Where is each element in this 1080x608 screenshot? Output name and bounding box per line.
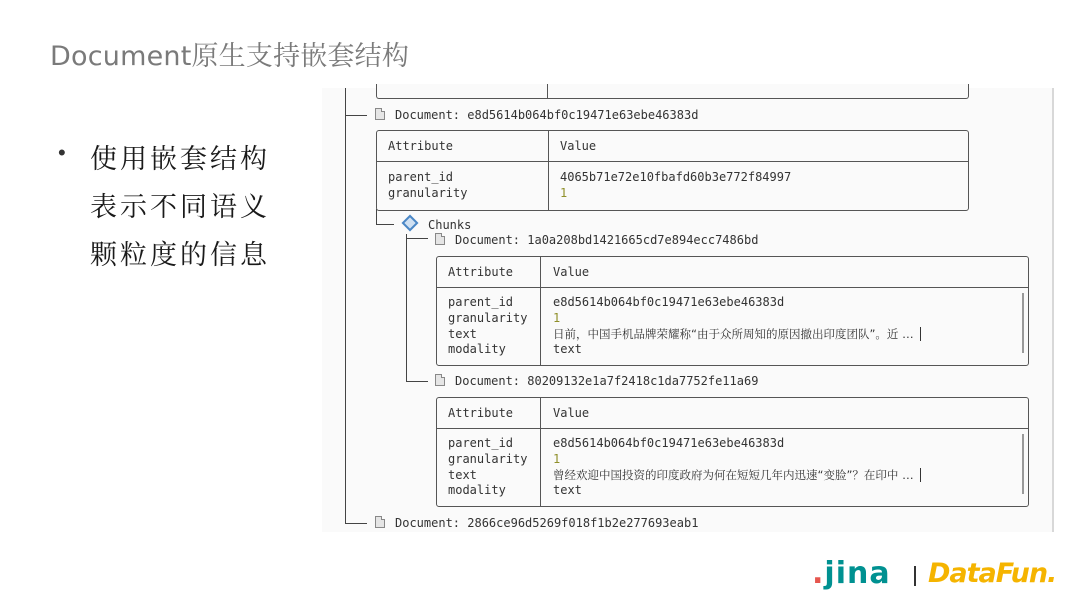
chunks-label: Chunks xyxy=(428,218,472,232)
tree-line-root xyxy=(345,88,346,523)
tree-branch-chunks xyxy=(376,224,394,225)
chunks-icon xyxy=(402,215,419,232)
document-node-last[interactable] xyxy=(375,516,698,530)
file-icon xyxy=(435,374,445,386)
header-attribute: Attribute xyxy=(448,406,514,420)
document-node-chunk-2[interactable] xyxy=(435,374,758,388)
attr-key: parent_id xyxy=(448,295,514,309)
tree-branch-1 xyxy=(345,115,367,116)
logo-separator xyxy=(914,566,916,586)
file-icon xyxy=(375,516,385,528)
attr-key: granularity xyxy=(388,185,468,200)
table-header xyxy=(377,131,968,162)
attr-key: granularity xyxy=(448,310,528,325)
attr-key: text xyxy=(448,467,477,482)
attr-key: parent_id xyxy=(388,170,454,184)
attr-value: text xyxy=(553,342,582,357)
tree-branch-chunk1 xyxy=(406,238,428,239)
file-icon xyxy=(375,108,385,120)
document-node-chunk-1[interactable] xyxy=(435,233,758,247)
scrollbar[interactable] xyxy=(1022,434,1024,494)
tree-line-chunk-children xyxy=(406,234,407,381)
table-header xyxy=(437,398,1028,429)
scrollbar[interactable] xyxy=(1022,293,1024,353)
document-tree-panel xyxy=(322,88,1052,532)
attr-key: modality xyxy=(448,342,506,357)
datafun-logo: DataFun. xyxy=(928,558,1057,589)
bullet-text xyxy=(90,136,310,280)
attr-value: e8d5614b064bf0c19471e63ebe46383d xyxy=(553,295,785,309)
attr-key: parent_id xyxy=(448,436,514,450)
bullet-line-1: 使用嵌套结构 xyxy=(90,144,270,175)
tree-line-chunks xyxy=(376,209,377,224)
table-header xyxy=(437,257,1028,288)
document-node-parent[interactable] xyxy=(375,108,698,122)
attr-key: modality xyxy=(448,483,506,498)
jina-logo: .jina xyxy=(812,556,891,591)
tree-branch-last xyxy=(345,523,367,524)
bullet-dot: • xyxy=(58,140,66,165)
header-attribute: Attribute xyxy=(388,139,454,153)
attr-value: 4065b71e72e10fbafd60b3e772f84997 xyxy=(560,170,792,184)
document-label: Document: e8d5614b064bf0c19471e63ebe46383d xyxy=(395,108,699,122)
attribute-table-parent xyxy=(376,130,969,211)
file-icon xyxy=(435,233,445,245)
header-value: Value xyxy=(560,139,597,153)
header-value: Value xyxy=(553,265,590,279)
attr-value: text xyxy=(553,483,582,498)
attr-value: 1 xyxy=(560,185,568,200)
document-label: Document: 2866ce96d5269f018f1b2e277693eab1 xyxy=(395,516,699,530)
header-value: Value xyxy=(553,406,590,420)
chunks-node[interactable] xyxy=(404,217,471,232)
footer-logos xyxy=(812,556,1072,596)
attr-value-text: 曾经欢迎中国投资的印度政府为何在短短几年内迅速“变脸”？在印中 … xyxy=(553,468,921,484)
bullet-line-3: 颗粒度的信息 xyxy=(90,240,270,271)
slide-title: Document原生支持嵌套结构 xyxy=(50,41,410,72)
attr-value: e8d5614b064bf0c19471e63ebe46383d xyxy=(553,436,785,450)
attr-value: 1 xyxy=(553,451,561,466)
document-label: Document: 80209132e1a7f2418c1da7752fe11a69 xyxy=(455,374,759,388)
attribute-table-chunk-1 xyxy=(436,256,1029,366)
attr-value-text: 日前，中国手机品牌荣耀称“由于众所周知的原因撤出印度团队”。近 … xyxy=(553,327,921,343)
document-label: Document: 1a0a208bd1421665cd7e894ecc7486bd xyxy=(455,233,759,247)
tree-branch-chunk2 xyxy=(406,381,428,382)
attr-value: 1 xyxy=(553,310,561,325)
header-attribute: Attribute xyxy=(448,265,514,279)
attr-key: text xyxy=(448,326,477,341)
bullet-line-2: 表示不同语义 xyxy=(90,192,270,223)
previous-table-fragment xyxy=(376,84,969,99)
attr-key: granularity xyxy=(448,451,528,466)
attribute-table-chunk-2 xyxy=(436,397,1029,507)
